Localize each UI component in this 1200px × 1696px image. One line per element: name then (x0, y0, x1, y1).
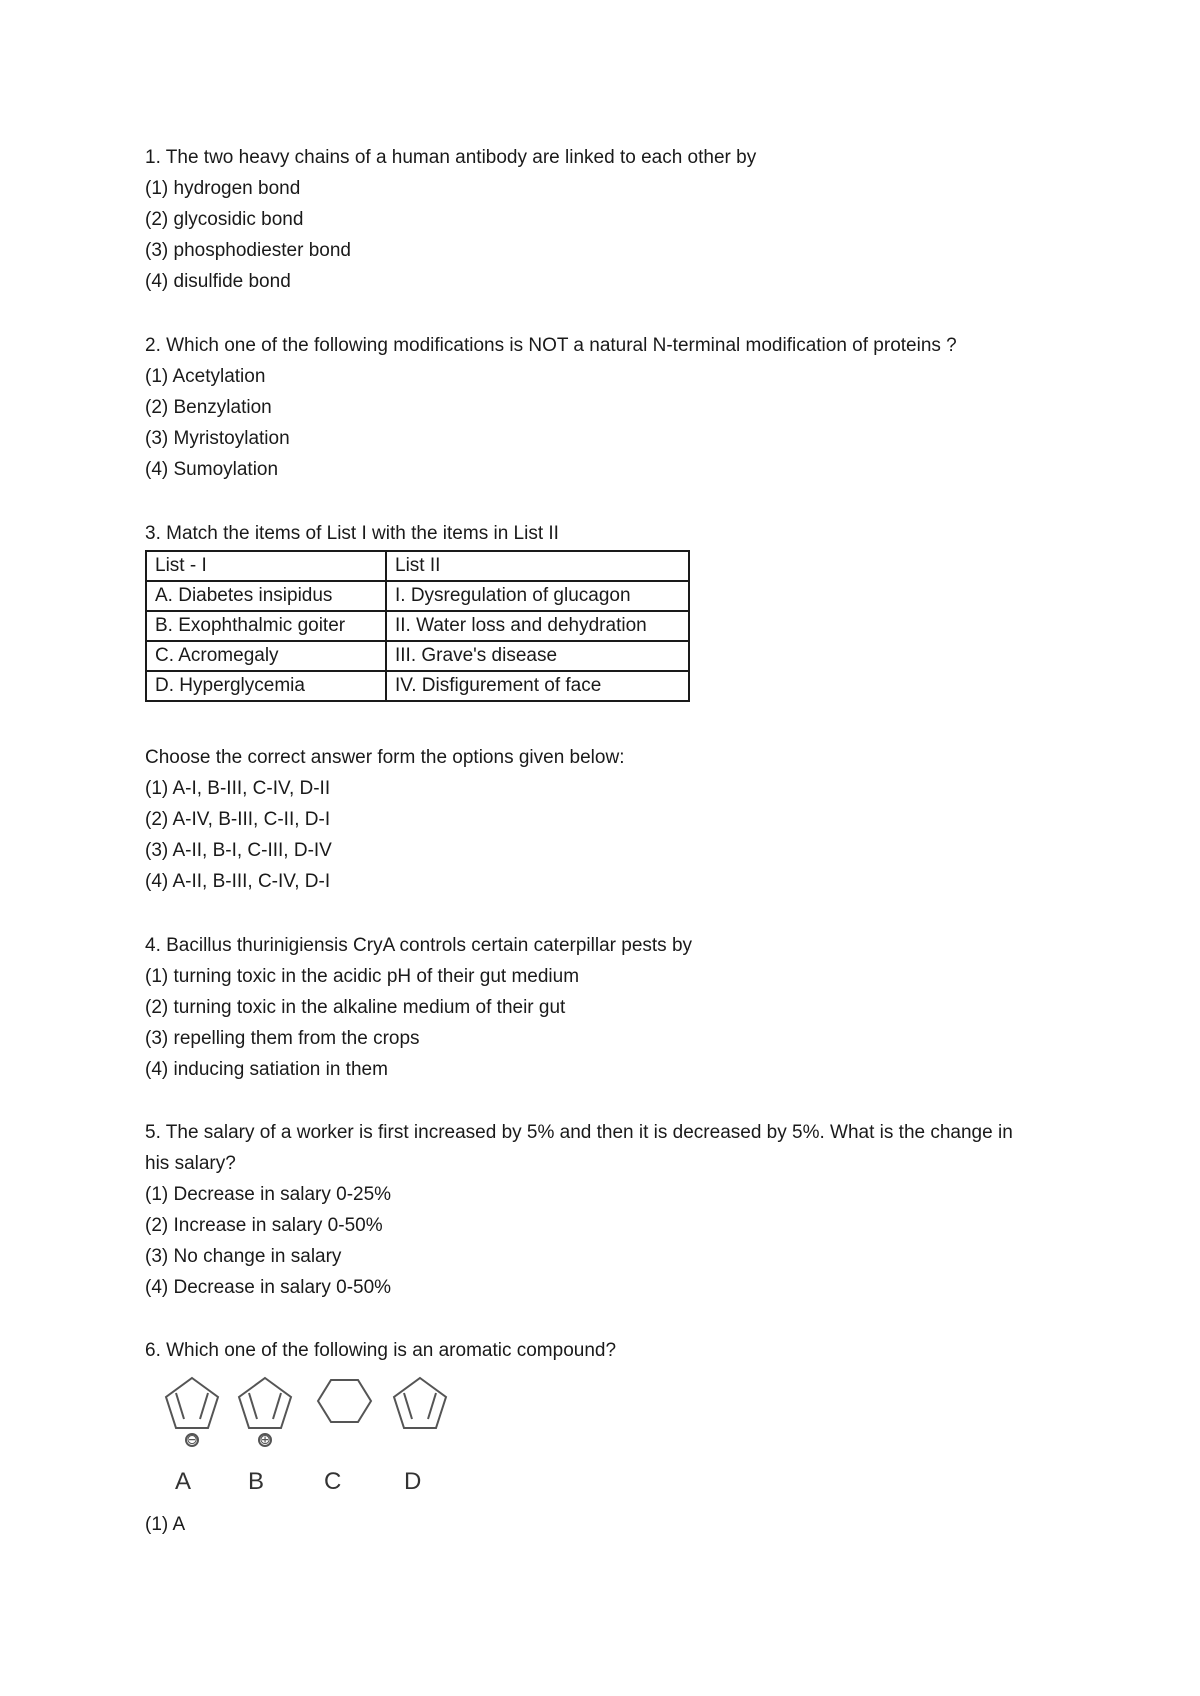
table-cell: IV. Disfigurement of face (386, 671, 689, 701)
q5-option-3: (3) No change in salary (145, 1246, 342, 1267)
table-cell: II. Water loss and dehydration (386, 611, 689, 641)
table-row (146, 641, 689, 671)
q3-option-1: (1) A-I, B-III, C-IV, D-II (145, 778, 331, 799)
match-table (145, 550, 690, 702)
q1-option-3: (3) phosphodiester bond (145, 240, 351, 261)
q4-option-1: (1) turning toxic in the acidic pH of their gut medium (145, 966, 580, 987)
q1-option-1: (1) hydrogen bond (145, 178, 301, 199)
q4-option-3: (3) repelling them from the crops (145, 1028, 420, 1049)
structure-a-ring (166, 1378, 218, 1428)
table-cell: D. Hyperglycemia (146, 671, 386, 701)
q2-option-4: (4) Sumoylation (145, 459, 279, 480)
table-row (146, 671, 689, 701)
q3-option-2: (2) A-IV, B-III, C-II, D-I (145, 809, 331, 830)
structure-b-ring (239, 1378, 291, 1428)
q2-text: 2. Which one of the following modifications is NOT a natural N-terminal modification of proteins ? (145, 335, 957, 356)
q1-text: 1. The two heavy chains of a human antibody are linked to each other by (145, 147, 757, 168)
q3-option-4: (4) A-II, B-III, C-IV, D-I (145, 871, 331, 892)
q5-option-2: (2) Increase in salary 0-50% (145, 1215, 383, 1236)
structure-label-a: A (175, 1468, 192, 1495)
q4-text: 4. Bacillus thurinigiensis CryA controls certain caterpillar pests by (145, 935, 693, 956)
structure-b-charge: ⊕ (259, 1432, 271, 1448)
structure-c-ring (318, 1380, 371, 1422)
table-cell: A. Diabetes insipidus (146, 581, 386, 611)
q4-option-2: (2) turning toxic in the alkaline medium of their gut (145, 997, 566, 1018)
q3-text: 3. Match the items of List I with the items in List II (145, 523, 559, 544)
table-header-cell: List - I (146, 551, 386, 581)
table-cell: I. Dysregulation of glucagon (386, 581, 689, 611)
structure-d-ring (394, 1378, 446, 1428)
table-header-cell: List II (386, 551, 689, 581)
q2-option-1: (1) Acetylation (145, 366, 266, 387)
table-cell: C. Acromegaly (146, 641, 386, 671)
q3-instruction: Choose the correct answer form the options given below: (145, 747, 625, 768)
table-cell: III. Grave's disease (386, 641, 689, 671)
q6-text: 6. Which one of the following is an aromatic compound? (145, 1340, 617, 1361)
structure-label-d: D (404, 1468, 422, 1495)
table-header-row (146, 551, 689, 581)
q5-option-1: (1) Decrease in salary 0-25% (145, 1184, 392, 1205)
q5-option-4: (4) Decrease in salary 0-50% (145, 1277, 392, 1298)
structure-label-c: C (324, 1468, 342, 1495)
structure-label-b: B (248, 1468, 265, 1495)
table-row (146, 581, 689, 611)
q6-option-1: (1) A (145, 1514, 186, 1535)
q1-option-2: (2) glycosidic bond (145, 209, 304, 230)
q3-option-3: (3) A-II, B-I, C-III, D-IV (145, 840, 332, 861)
table-row (146, 611, 689, 641)
q5-text-line2: his salary? (145, 1153, 236, 1174)
table-cell: B. Exophthalmic goiter (146, 611, 386, 641)
q4-option-4: (4) inducing satiation in them (145, 1059, 388, 1080)
q5-text-line1: 5. The salary of a worker is first increased by 5% and then it is decreased by 5%. What is the change in (145, 1122, 1013, 1143)
q2-option-2: (2) Benzylation (145, 397, 272, 418)
q2-option-3: (3) Myristoylation (145, 428, 290, 449)
chemical-structures-figure (150, 1374, 480, 1494)
structure-a-charge: ⊖ (186, 1432, 198, 1448)
q1-option-4: (4) disulfide bond (145, 271, 291, 292)
